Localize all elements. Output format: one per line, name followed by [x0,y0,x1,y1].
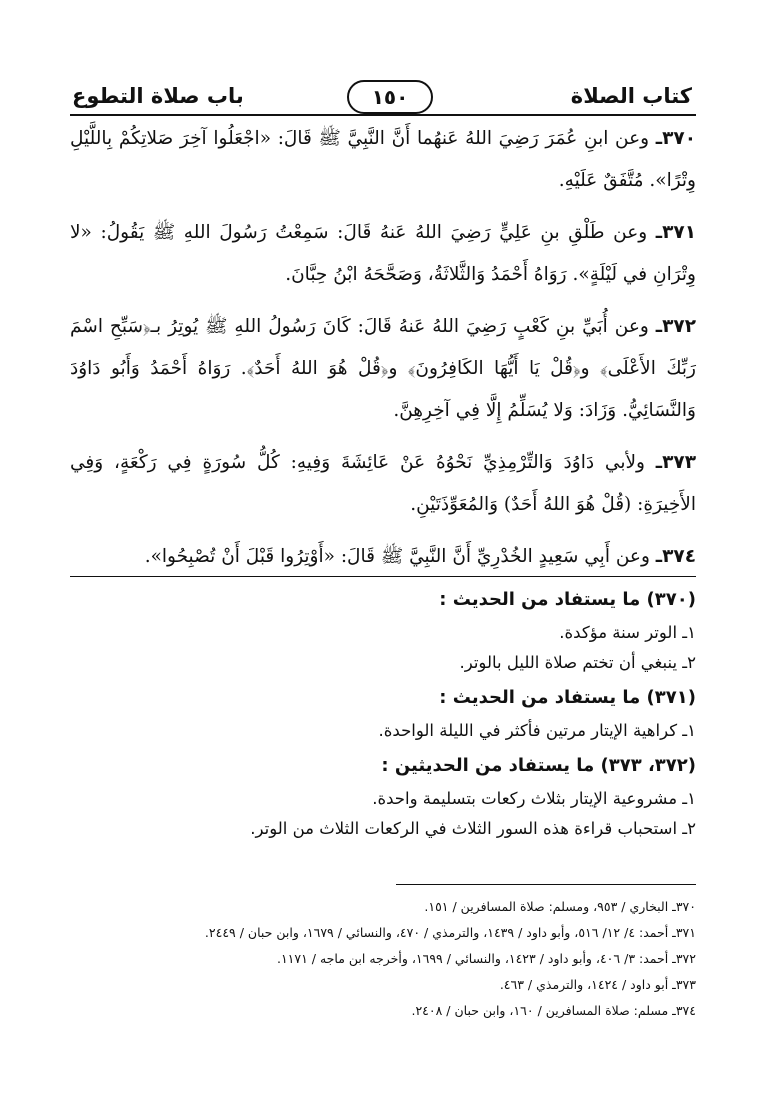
hadith-number: ٣٧٠ـ [655,128,696,149]
book-title: كتاب الصلاة [570,84,692,108]
hadith-text: وعن أُبَيِّ بنِ كَعْبٍ رَضِيَ اللهُ عَنهُ قَالَ: كَانَ رَسُولُ اللهِ ﷺ يُوتِرُ بـ﴿سَبِّحِ اسْمَ رَبِّكَ الأَعْلَى﴾ و﴿قُلْ يَا أَيُّهَا الكَافِرُونَ﴾ و﴿قُلْ هُوَ اللهُ أَحَدٌ﴾. رَوَاهُ أَحْمَدُ وَأَبُو دَاوُدَ وَالنَّسَائِيُّ. وَزَادَ: وَلا يُسَلِّمُ إِلَّا فِي آخِرِهِنَّ. [70,316,696,421]
running-header [72,80,692,114]
hadith-text: وعن طَلْقِ بنِ عَلِيٍّ رَضِيَ اللهُ عَنهُ قَالَ: سَمِعْتُ رَسُولَ اللهِ ﷺ يَقُولُ: «لا وِتْرَانِ في لَيْلَةٍ». رَوَاهُ أَحْمَدُ وَالثَّلاثَةُ، وَصَحَّحَهُ ابْنُ حِبَّانَ. [70,222,696,285]
benefit-heading: (٣٧٠) ما يستفاد من الحديث : [439,589,696,610]
footnote: ٣٧٣ـ أبو داود / ١٤٢٤، والترمذي / ٤٦٣. [499,977,696,992]
header-rule [70,114,696,116]
hadith-370 [70,118,696,202]
section-divider [70,576,696,577]
footnote: ٣٧١ـ أحمد: ٤/ ١٢/ ٥١٦، وأبو داود / ١٤٣٩، والترمذي / ٤٧٠، والنسائي / ١٦٧٩، وابن حبان / ٢٤٤٩. [204,925,696,940]
hadith-371 [70,212,696,296]
benefit-item: ١ـ الوتر سنة مؤكدة. [559,623,696,642]
hadith-number: ٣٧٣ـ [655,452,696,473]
hadith-373 [70,442,696,526]
footnote: ٣٧٢ـ أحمد: ٣/ ٤٠٦، وأبو داود / ١٤٢٣، والنسائي / ١٦٩٩، وأخرجه ابن ماجه / ١١٧١. [276,951,696,966]
footnotes [70,894,696,1024]
benefit-item: ٢ـ استحباب قراءة هذه السور الثلاث في الركعات الثلاث من الوتر. [250,819,696,838]
benefit-heading: (٣٧٢، ٣٧٣) ما يستفاد من الحديثين : [381,755,696,776]
hadith-374 [70,536,696,578]
hadith-number: ٣٧٢ـ [655,316,696,337]
benefit-item: ١ـ مشروعية الإيتار بثلاث ركعات بتسليمة واحدة. [372,789,696,808]
footnote-rule [396,884,696,885]
hadith-list [70,118,696,588]
chapter-title: باب صلاة التطوع [72,84,244,108]
benefit-group-372-373 [70,748,696,844]
hadith-text: وعن ابنِ عُمَرَ رَضِيَ اللهُ عَنهُما أَنَّ النَّبِيَّ ﷺ قَالَ: «اجْعَلُوا آخِرَ صَلاتِكُمْ بِاللَّيْلِ وِتْرًا». مُتَّفَقٌ عَلَيْهِ. [70,128,696,191]
footnote: ٣٧٤ـ مسلم: صلاة المسافرين / ١٦٠، وابن حبان / ٢٤٠٨. [411,1003,696,1018]
benefit-item: ٢ـ ينبغي أن تختم صلاة الليل بالوتر. [459,653,696,672]
benefit-group-371 [70,680,696,746]
hadith-number: ٣٧٤ـ [655,546,696,567]
hadith-text: وعن أَبِي سَعِيدٍ الخُدْرِيِّ أَنَّ النَّبِيَّ ﷺ قَالَ: «أَوْتِرُوا قَبْلَ أَنْ تُصْبِحُوا». [144,546,650,567]
page-number: ١٥٠ [347,80,433,114]
hadith-number: ٣٧١ـ [655,222,696,243]
benefit-group-370 [70,582,696,678]
footnote: ٣٧٠ـ البخاري / ٩٥٣، ومسلم: صلاة المسافرين / ١٥١. [424,899,696,914]
hadith-text: ولأبي دَاوُدَ وَالتِّرْمِذِيِّ نَحْوُهُ عَنْ عَائِشَةَ وَفِيهِ: كُلُّ سُورَةٍ فِي رَكْعَةٍ، وَفِي الأَخِيرَةِ: (قُلْ هُوَ اللهُ أَحَدٌ) وَالمُعَوِّذَتَيْنِ. [70,452,696,515]
hadith-372 [70,306,696,432]
benefit-item: ١ـ كراهية الإيتار مرتين فأكثر في الليلة الواحدة. [378,721,696,740]
benefits-section [70,582,696,846]
benefit-heading: (٣٧١) ما يستفاد من الحديث : [439,687,696,708]
